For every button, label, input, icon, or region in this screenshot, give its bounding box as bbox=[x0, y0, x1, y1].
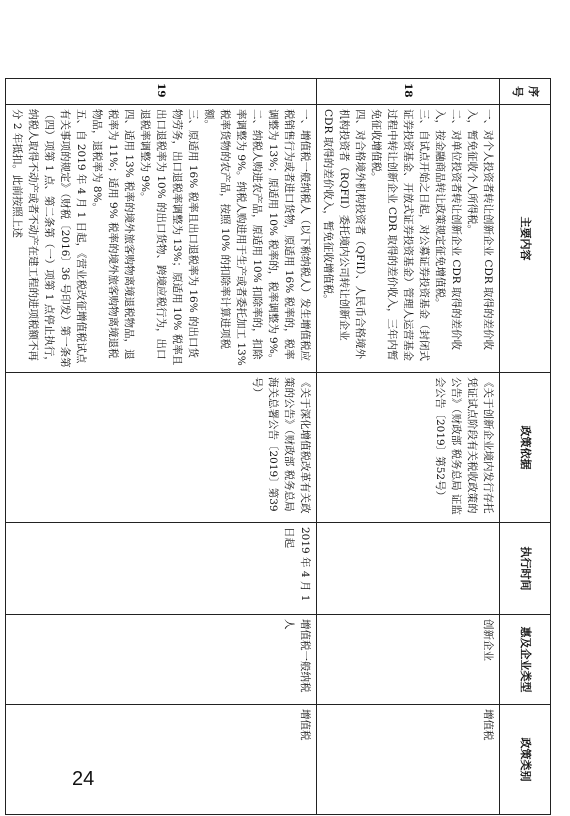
content-paragraph: 四、对合格境外机构投资者（QFII）、人民币合格境外机构投资者（RQFII）委托境内公司转让创新企业 CDR 取得的差价收入，暂免征收增值税。 bbox=[322, 109, 366, 359]
table-row bbox=[317, 79, 500, 815]
page-number: 24 bbox=[72, 768, 95, 790]
header-enterprise-type: 惠及企业类型 bbox=[500, 615, 551, 705]
content-paragraph: 一、对个人投资者转让创新企业 CDR 取得的差价收入，暂免征收个人所得税。 bbox=[466, 109, 494, 351]
row-effective: 2019 年 4 月 1 日起 bbox=[6, 523, 317, 615]
header-content: 主要内容 bbox=[500, 105, 551, 373]
row-category: 增值税 bbox=[317, 705, 500, 815]
content-paragraph: 三、自试点开始之日起，对公募证券投资基金（封闭式证券投资基金、开放式证券投资基金）管理人运营基金过程中转让创新企业 CDR 取得的差价收入，三年内暂免征收增值税。 bbox=[370, 109, 430, 361]
content-paragraph: 二、纳税人购进农产品，原适用 10% 扣除率的，扣除率调整为 9%。纳税人购进用于生产或者委托加工 13% 税率货物的农产品，按照 10% 的扣除率计算进项税额。 bbox=[203, 109, 263, 366]
row-number: 18 bbox=[317, 79, 500, 105]
content-paragraph: 一、增值税一般纳税人（以下称纳税人）发生增值税应税销售行为或者进口货物，原适用 16% 税率的，税率调整为 13%；原适用 10% 税率的，税率调整为 9%。 bbox=[267, 109, 311, 365]
table-header-row bbox=[500, 79, 551, 815]
row-content bbox=[317, 105, 500, 373]
header-no: 序号 bbox=[500, 79, 551, 105]
row-enterprise-type: 创新企业 bbox=[317, 615, 500, 705]
policy-table bbox=[5, 78, 551, 815]
row-basis: 《关于创新企业境内发行存托凭证试点阶段有关税收政策的公告》（财政部 税务总局 证监会公告〔2019〕第52号） bbox=[317, 373, 500, 523]
table-row bbox=[6, 79, 317, 815]
row-number: 19 bbox=[6, 79, 317, 105]
row-basis: 《关于深化增值税改革有关政策的公告》（财政部 税务总局 海关总署公告〔2019〕第39号） bbox=[6, 373, 317, 523]
content-paragraph: 二、对单位投资者转让创新企业 CDR 取得的差价收入，按金融商品转让政策规定征免增值税。 bbox=[434, 109, 462, 351]
content-paragraph: 五、自 2019 年 4 月 1 日起，《营业税改征增值税试点有关事项的规定》（财税〔2016〕36 号印发）第一条第（四）项第 1 点、第二条第（一）项第 1 点停止执行，纳税人取得不动产或者不动产在建工程的进项税额不再分 2 年抵扣。此前按照上述 bbox=[11, 109, 87, 368]
header-effective: 执行时间 bbox=[500, 523, 551, 615]
row-category: 增值税 bbox=[6, 705, 317, 815]
row-effective bbox=[317, 523, 500, 615]
content-paragraph: 四、适用 13% 税率的境外旅客购物离境退税物品，退税率为 11%；适用 9% 税率的境外旅客购物离境退税物品，退税率为 8%。 bbox=[91, 109, 135, 360]
row-content bbox=[6, 105, 317, 373]
header-category: 政策类别 bbox=[500, 705, 551, 815]
content-paragraph: 三、原适用 16% 税率且出口退税率为 16% 的出口货物劳务，出口退税率调整为 13%；原适用 10% 税率且出口退税率为 10% 的出口货物、跨境应税行为，出口退税率调整为 9%。 bbox=[139, 109, 199, 366]
row-enterprise-type: 增值税一般纳税人 bbox=[6, 615, 317, 705]
header-basis: 政策依据 bbox=[500, 373, 551, 523]
